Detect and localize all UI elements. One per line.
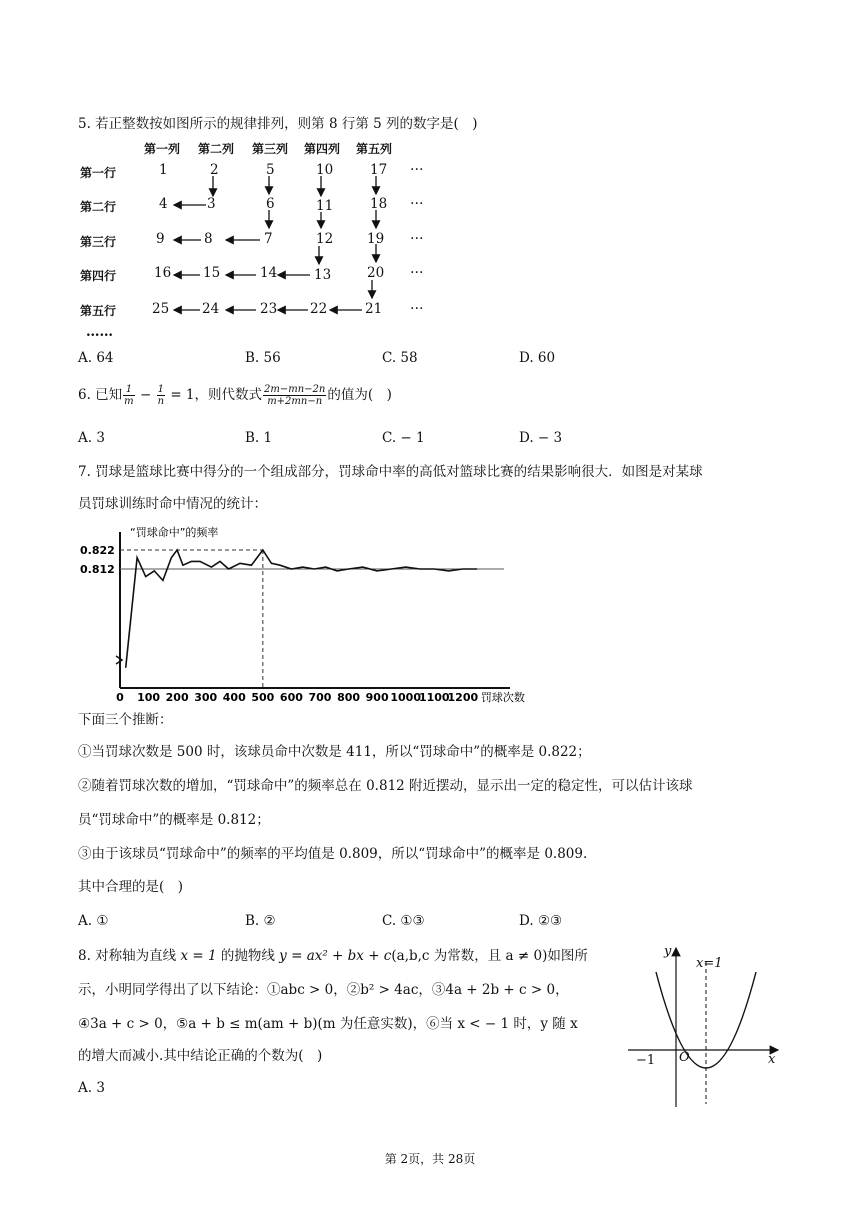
q5-option-d[interactable]: D. 60	[519, 350, 556, 366]
q5-stem: 5. 若正整数按如图所示的规律排列，则第 8 行第 5 列的数字是( )	[78, 116, 478, 132]
parabola-graph	[626, 942, 786, 1112]
cell: 14	[260, 265, 278, 281]
cell: 13	[314, 267, 332, 283]
cell: 8	[204, 231, 213, 247]
q6-stem	[78, 384, 392, 407]
cell: 9	[156, 231, 165, 247]
col-header-4: 第四列	[304, 142, 341, 156]
cell: 22	[310, 301, 328, 317]
cell: 25	[152, 301, 170, 317]
ellipsis: …	[410, 261, 424, 277]
x-tick-label: 1000	[390, 691, 422, 704]
row-header-1: 第一行	[80, 166, 117, 180]
q7-stem-line2: 员罚球训练时命中情况的统计：	[78, 496, 267, 512]
q7-statement-3: ③由于该球员“罚球命中”的频率的平均值是 0.809，所以“罚球命中”的概率是 0.809.	[78, 846, 588, 862]
cell: 5	[266, 162, 275, 178]
q7-statements-intro: 下面三个推断：	[78, 712, 173, 728]
x-tick-label: 300	[194, 691, 218, 704]
symmetry-axis-label: x=1	[696, 956, 723, 971]
q7-option-d[interactable]: D. ②③	[519, 913, 563, 929]
x-tick-label: 0	[116, 691, 124, 704]
q5-option-b[interactable]: B. 56	[245, 350, 281, 366]
q8-line1: 8. 对称轴为直线 x = 1 的抛物线 y = ax² + bx + c(a,b,c 为常数，且 a ≠ 0)如图所	[78, 948, 588, 964]
col-header-5: 第五列	[356, 142, 393, 156]
q6-prefix: 6. 已知	[78, 387, 123, 403]
x-tick-label: 800	[337, 691, 361, 704]
chart-title: “罚球命中”的频率	[130, 526, 219, 539]
q5-option-c[interactable]: C. 58	[382, 350, 418, 366]
x-tick-label: 900	[365, 691, 389, 704]
col-header-2: 第二列	[198, 142, 235, 156]
q8-option-a[interactable]: A. 3	[78, 1080, 105, 1096]
q7-ask: 其中合理的是( )	[78, 879, 184, 895]
col-header-3: 第三列	[252, 142, 289, 156]
x-tick-label: 700	[308, 691, 332, 704]
q7-statement-2-line1: ②随着罚球次数的增加，“罚球命中”的频率总在 0.812 附近摆动，显示出一定的稳定性，可以估计该球	[78, 778, 693, 794]
fraction-1-over-m: $\frac{1}{m}$	[124, 384, 134, 407]
x-tick-label: 100	[137, 691, 161, 704]
q6-suffix: 的值为( )	[327, 387, 392, 403]
more-rows-ellipsis: ……	[86, 324, 113, 340]
cell: 10	[316, 162, 334, 178]
row-header-3: 第三行	[80, 235, 117, 249]
cell: 1	[159, 162, 168, 178]
x-tick-label: 600	[279, 691, 303, 704]
cell: 2	[210, 162, 219, 178]
x-axis-label: 罚球次数	[480, 691, 525, 704]
cell: 7	[264, 231, 273, 247]
ellipsis: …	[410, 297, 424, 313]
x-tick-label: 1100	[418, 691, 450, 704]
ellipsis: …	[410, 227, 424, 243]
y-tick-label: 0.822	[80, 544, 115, 557]
origin-label: O	[679, 1050, 690, 1065]
x-tick-label: 400	[222, 691, 246, 704]
q5-number-pattern-figure	[78, 138, 438, 348]
cell: 15	[203, 265, 221, 281]
cell: 20	[367, 265, 385, 281]
cell: 21	[365, 301, 383, 317]
page-footer: 第 2页，共 28页	[384, 1152, 476, 1166]
cell: 24	[202, 301, 220, 317]
col-header-1: 第一列	[144, 142, 181, 156]
y-tick-label: 0.812	[80, 563, 115, 576]
cell: 6	[266, 196, 275, 212]
q8-line4: 的增大而减小.其中结论正确的个数为( )	[78, 1048, 323, 1064]
q5-option-a[interactable]: A. 64	[78, 350, 114, 366]
q6-minus: −	[139, 387, 152, 403]
q6-option-a[interactable]: A. 3	[78, 430, 105, 446]
q8-line3: ④3a + c > 0，⑤a + b ≤ m(am + b)(m 为任意实数)，⑥当 x < − 1 时，y 随 x	[78, 1016, 578, 1032]
cell: 19	[367, 231, 385, 247]
x-axis-label: x	[768, 1052, 776, 1067]
row-header-2: 第二行	[80, 200, 117, 214]
row-header-5: 第五行	[80, 304, 117, 318]
q7-option-a[interactable]: A. ①	[78, 913, 109, 929]
q8-line2: 示，小明同学得出了以下结论：①abc > 0，②b² > 4ac，③4a + 2b + c > 0，	[78, 982, 569, 998]
neg-one-label: −1	[636, 1053, 656, 1068]
frequency-series-line	[126, 550, 477, 668]
q6-option-b[interactable]: B. 1	[245, 430, 273, 446]
fraction-expression: $\frac{2m-mn-2n}{m+2mn-n}$	[264, 384, 326, 407]
q7-statement-2-line2: 员“罚球命中”的概率是 0.812；	[78, 812, 270, 828]
cell: 18	[370, 196, 388, 212]
y-axis-label: y	[664, 944, 672, 959]
q6-option-c[interactable]: C. − 1	[382, 430, 425, 446]
ellipsis: …	[410, 158, 424, 174]
row-header-4: 第四行	[80, 269, 117, 283]
free-throw-frequency-chart	[78, 522, 525, 704]
cell: 23	[260, 301, 278, 317]
q7-option-c[interactable]: C. ①③	[382, 913, 425, 929]
q6-eq: = 1，则代数式	[170, 387, 263, 403]
x-tick-label: 1200	[447, 691, 479, 704]
cell: 16	[154, 265, 172, 281]
fraction-1-over-n: $\frac{1}{n}$	[157, 384, 165, 407]
x-tick-label: 500	[251, 691, 275, 704]
cell: 4	[159, 196, 168, 212]
cell: 17	[370, 162, 388, 178]
q7-option-b[interactable]: B. ②	[245, 913, 276, 929]
x-tick-label: 200	[165, 691, 189, 704]
cell: 11	[316, 198, 334, 214]
q7-statement-1: ①当罚球次数是 500 时，该球员命中次数是 411，所以“罚球命中”的概率是 0.822；	[78, 744, 591, 760]
cell: 12	[316, 231, 334, 247]
cell: 3	[207, 196, 216, 212]
q7-stem-line1: 7. 罚球是篮球比赛中得分的一个组成部分，罚球命中率的高低对篮球比赛的结果影响很大．如图是对某球	[78, 464, 703, 480]
q6-option-d[interactable]: D. − 3	[519, 430, 563, 446]
pattern-arrows	[78, 138, 438, 348]
ellipsis: …	[410, 192, 424, 208]
